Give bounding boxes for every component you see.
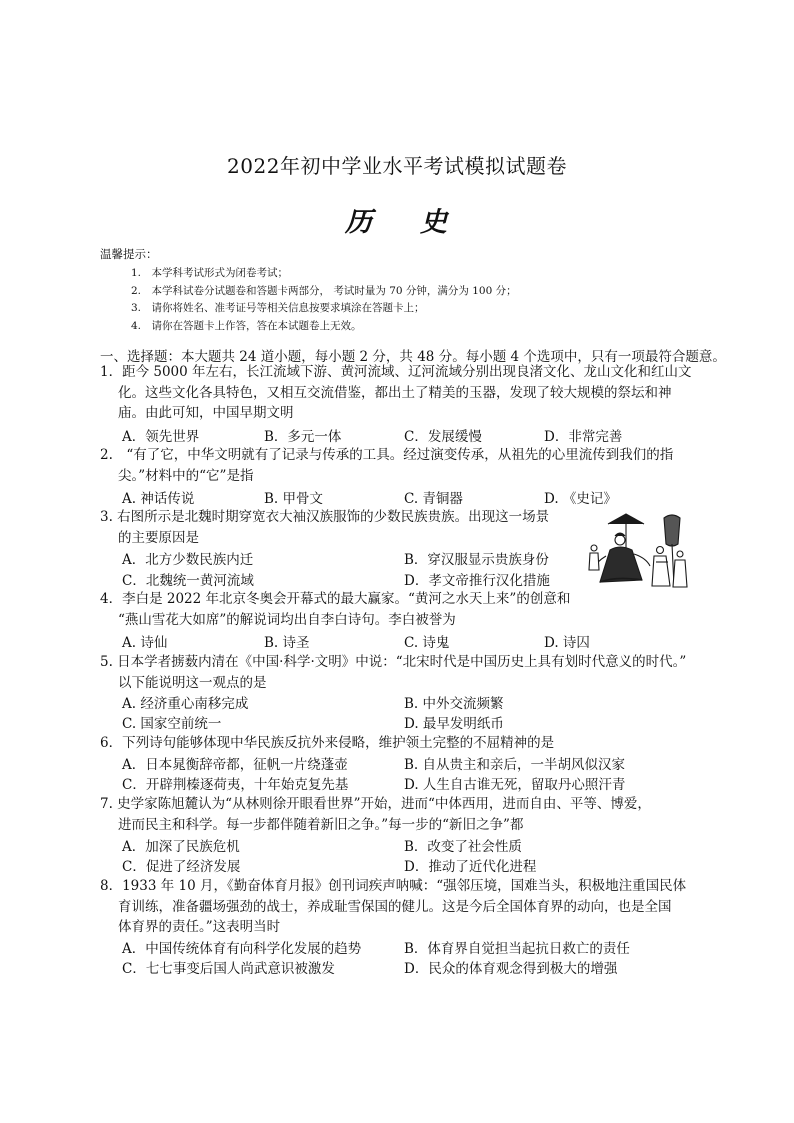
option-b: B．体育界自觉担当起抗日救亡的责任 xyxy=(404,941,630,957)
option-d: D．民众的体育观念得到极大的增强 xyxy=(404,961,618,977)
tip-item: 3. 请你将姓名、准考证号等相关信息按要求填涂在答题卡上； xyxy=(131,302,425,314)
option-b: B．穿汉服显示贵族身份 xyxy=(404,552,549,568)
option-c: C．促进了经济发展 xyxy=(122,859,241,875)
option-a: A．中国传统体育有向科学化发展的趋势 xyxy=(122,941,362,957)
option-c: C．七七事变后国人尚武意识被激发 xyxy=(122,961,335,977)
subject-title xyxy=(0,200,794,239)
question-line: 1．距今 5000 年左右，长江流域下游、黄河流域、辽河流域分别出现良渚文化、龙山文化和红山文 xyxy=(100,364,692,380)
option-b: B. 甲骨文 xyxy=(264,491,324,507)
option-d: D. 人生自古谁无死，留取丹心照汗青 xyxy=(404,777,626,793)
option-b: B. 中外交流频繁 xyxy=(404,696,504,712)
question-line: 化。这些文化各具特色，又相互交流借鉴，都出土了精美的玉器，发现了较大规模的祭坛和神 xyxy=(118,384,672,401)
option-d: D．推动了近代化进程 xyxy=(404,859,537,875)
option-b: B. 诗圣 xyxy=(264,635,310,651)
option-a: A．加深了民族危机 xyxy=(122,839,240,855)
tip-item: 4. 请你在答题卡上作答，答在本试题卷上无效。 xyxy=(131,320,362,332)
northern-wei-nobility-illustration xyxy=(586,510,688,588)
option-b: B．多元一体 xyxy=(264,429,342,445)
question-6 xyxy=(100,733,700,754)
question-line: 的主要原因是 xyxy=(118,529,199,546)
subject-char-1: 历 xyxy=(345,207,374,238)
question-5 xyxy=(100,652,700,693)
option-a: A. 神话传说 xyxy=(122,491,195,507)
tips-heading: 温馨提示： xyxy=(100,247,158,261)
option-a: A. 经济重心南移完成 xyxy=(122,696,249,712)
section-heading: 一、选择题：本大题共 24 道小题，每小题 2 分，共 48 分。每小题 4 个选项中，只有一项最符合题意。 xyxy=(100,349,726,365)
question-line: 进而民主和科学。每一步都伴随着新旧之争。”每一步的“新旧之争”都 xyxy=(118,816,524,833)
question-line: 育训练，准备疆场强劲的战士，养成耻雪保国的健儿。这是今后全国体育界的动向，也是全国 xyxy=(118,898,672,915)
option-d: D. 诗囚 xyxy=(544,635,590,651)
question-line: 8．1933 年 10 月，《勤奋体育月报》创刊词疾声呐喊：“强邻压境，国难当头，积极地注重国民体 xyxy=(100,878,687,894)
question-1 xyxy=(100,362,700,424)
option-c: C. 青铜器 xyxy=(404,491,463,507)
option-d: D. 《史记》 xyxy=(544,491,617,507)
question-line: 6．下列诗句能够体现中华民族反抗外来侵略，维护领土完整的不屈精神的是 xyxy=(100,735,555,751)
tip-item: 1. 本学科考试形式为闭卷考试； xyxy=(131,267,289,279)
option-b: B．改变了社会性质 xyxy=(404,839,522,855)
question-line: 5. 日本学者掳薮内清在《中国·科学·文明》中说：“北宋时代是中国历史上具有划时代意义的时代。” xyxy=(100,654,687,670)
question-line: 体育界的责任。”这表明当时 xyxy=(118,919,281,935)
option-c: C．北魏统一黄河流域 xyxy=(122,573,254,589)
question-line: “燕山雪花大如席”的解说词均出自李白诗句。李白被誉为 xyxy=(118,611,456,628)
option-a: A．日本晁衡辞帝都，征帆一片绕蓬壶 xyxy=(122,757,348,773)
question-line: 庙。由此可知，中国早期文明 xyxy=(118,405,294,421)
question-line: 2. “有了它，中华文明就有了记录与传承的工具。经过演变传承，从祖先的心里流传到我们的指 xyxy=(100,447,674,463)
option-d: D. 最早发明纸币 xyxy=(404,716,504,732)
option-c: C. 国家空前统一 xyxy=(122,716,222,732)
option-c: C. 诗鬼 xyxy=(404,635,450,651)
option-a: A．北方少数民族内迁 xyxy=(122,552,254,568)
option-a: A．领先世界 xyxy=(122,429,200,445)
option-a: A. 诗仙 xyxy=(122,635,168,651)
question-line: 尖。”材料中的“它”是指 xyxy=(118,467,254,484)
question-2 xyxy=(100,445,700,486)
option-c: C．发展缓慢 xyxy=(404,429,482,445)
question-line: 以下能说明这一观点的是 xyxy=(118,674,267,691)
question-4 xyxy=(100,589,700,630)
exam-title: 2022年初中学业水平考试模拟试题卷 xyxy=(227,154,567,178)
question-line: 4．李白是 2022 年北京冬奥会开幕式的最大赢家。“黄河之水天上来”的创意和 xyxy=(100,591,571,607)
subject-char-2: 史 xyxy=(420,207,449,238)
option-b: B. 自从贵主和亲后，一半胡风似汉家 xyxy=(404,757,626,773)
question-8 xyxy=(100,876,700,938)
question-line: 3. 右图所示是北魏时期穿宽衣大袖汉族服饰的少数民族贵族。出现这一场景 xyxy=(100,509,550,525)
option-d: D．非常完善 xyxy=(544,429,623,445)
option-d: D．孝文帝推行汉化措施 xyxy=(404,573,550,589)
tip-item: 2. 本学科试卷分试题卷和答题卡两部分， 考试时量为 70 分钟，满分为 100 分； xyxy=(131,285,517,297)
question-7 xyxy=(100,794,700,835)
option-c: C．开辟荆榛逐荷夷，十年始克复先基 xyxy=(122,777,349,793)
question-line: 7. 史学家陈旭麓认为“从林则徐开眼看世界”开始，进而“中体西用，进而自由、平等、博爱， xyxy=(100,796,651,812)
